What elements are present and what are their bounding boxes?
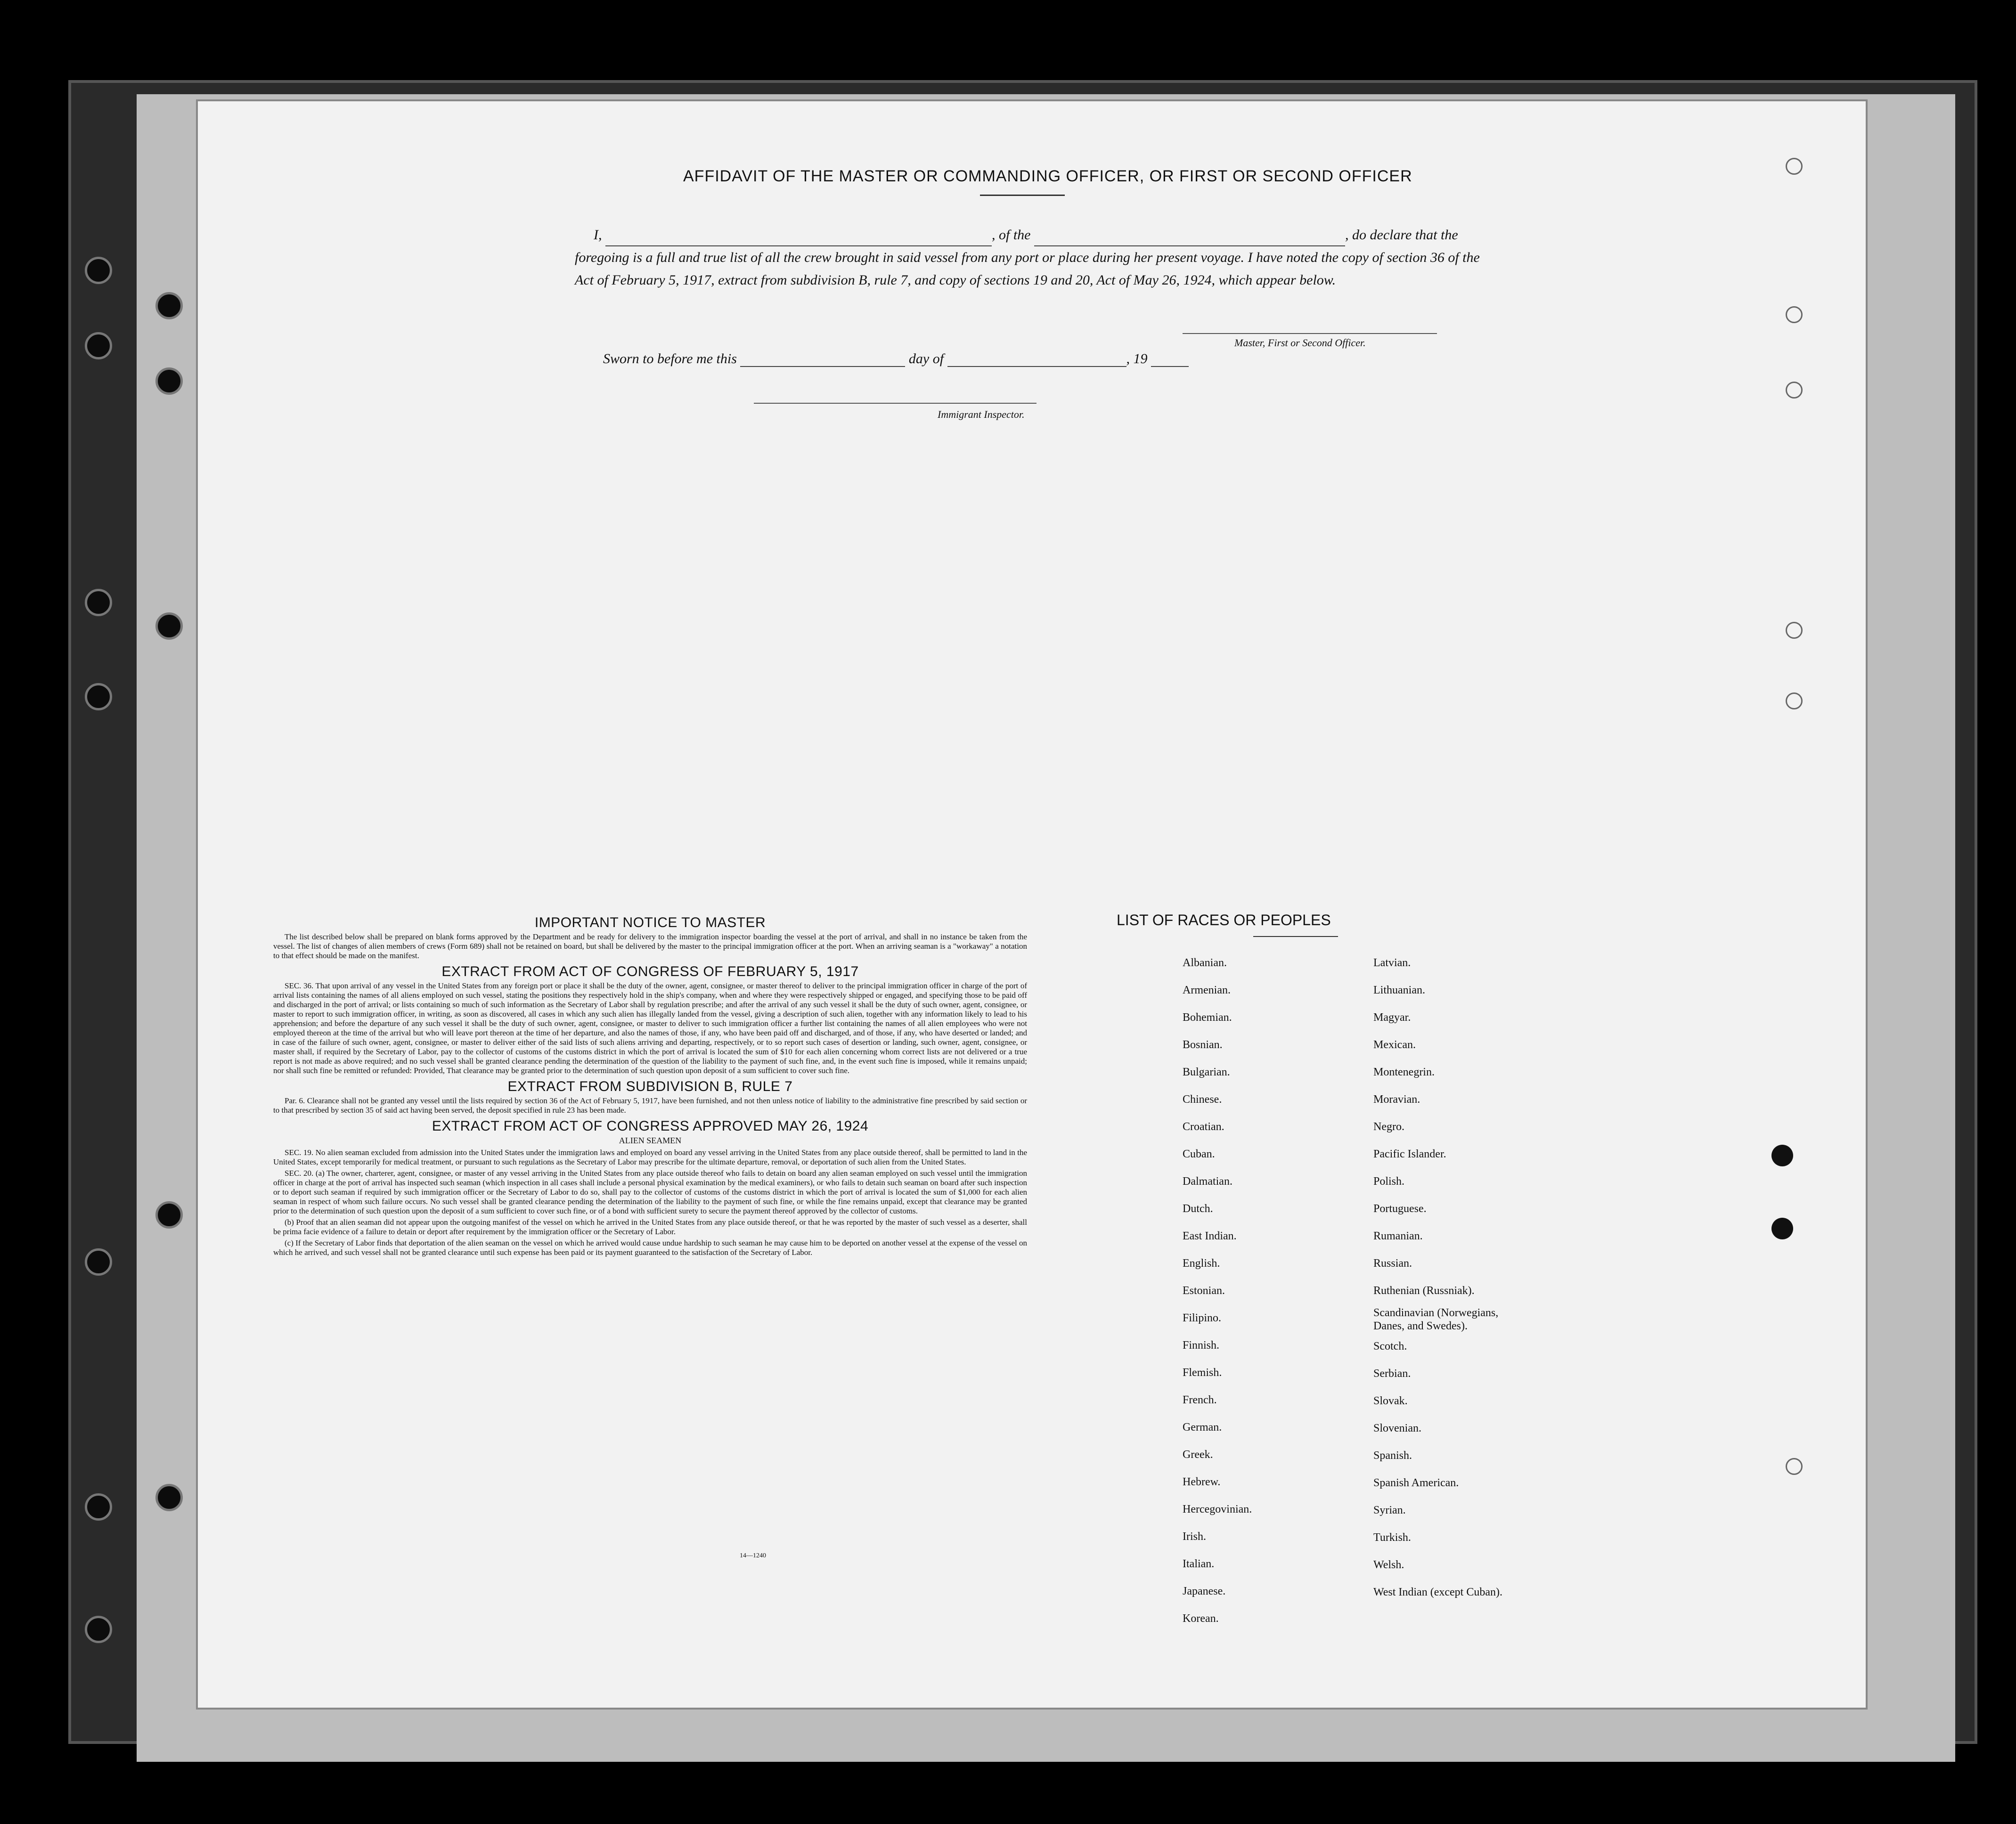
declare-do-declare-label: , do declare [1345, 227, 1412, 243]
margin-ring-icon [1786, 692, 1803, 709]
binder-hole-icon [85, 589, 112, 616]
race-item: Hebrew. [1183, 1476, 1221, 1488]
bleed-through-row [320, 444, 1828, 479]
binder-hole-icon [85, 257, 112, 284]
inspector-signature-field[interactable] [754, 403, 1037, 404]
race-item: Negro. [1373, 1121, 1404, 1133]
race-item: Bulgarian. [1183, 1066, 1230, 1078]
race-item: Ruthenian (Russniak). [1373, 1285, 1475, 1297]
declare-i-label: I, [594, 227, 602, 243]
race-item: Spanish. [1373, 1449, 1412, 1462]
act-1924-sec20a: SEC. 20. (a) The owner, charterer, agent, consignee, or master of any vessel arriving in the United States from any place outside thereof who fails to detain on board any alien seaman employed on such vessel until the immigration officer in charge at the port of arrival has inspected such seaman (which inspection in all cases shall include a personal physical examination by the medical examiners), or who fails to detain such seaman on board after such inspection or to deport such seaman if required by such immigration officer or the Secretary of Labor to do so, shall pay to the collector of customs of the customs district in which the port of arrival is located the sum of $1,000 for each alien seaman in respect of whom such failure occurs. No such vessel shall be granted clearance pending the determination of the liability to the payment of such fine, or while the fine remains unpaid, except that clearance may be granted prior to the determination of such question upon the deposit of a sum sufficient to cover such fine, or of a bond with sufficient surety to secure the payment thereof approved by the collector of customs. [273, 1169, 1027, 1215]
notice-title: IMPORTANT NOTICE TO MASTER [534, 915, 766, 930]
act-1924-sec20b: (b) Proof that an alien seaman did not appear upon the outgoing manifest of the vessel on which he arrived in the United States from any place outside thereof, or that he was reported by the master of such vessel as a deserter, shall be prima facie evidence of a failure to detain or deport after requirement by the immigration officer or the Secretary of Labor. [273, 1218, 1027, 1236]
race-item: Dalmatian. [1183, 1175, 1232, 1188]
race-item: Magyar. [1373, 1011, 1411, 1024]
rule7-title: EXTRACT FROM SUBDIVISION B, RULE 7 [507, 1079, 793, 1094]
binder-hole-icon [85, 1493, 112, 1521]
affidavit-title: AFFIDAVIT OF THE MASTER OR COMMANDING OFFICER, OR FIRST OR SECOND OFFICER [683, 167, 1412, 185]
race-item: Scandinavian (Norwegians, Danes, and Swedes). [1373, 1307, 1499, 1332]
master-signature-field[interactable] [1183, 333, 1437, 334]
legal-notices-column [273, 912, 1027, 1259]
vessel-name-field[interactable] [1034, 245, 1345, 246]
race-item: Lithuanian. [1373, 984, 1425, 996]
race-item: Greek. [1183, 1449, 1213, 1461]
declaration-text: that the foregoing is a full and true list of all the crew brought in said vessel from any port or place during her present voyage. I have noted the copy of section 36 of the Act of February 5, 1917, extract from subdivision B, rule 7, and copy of sections 19 and 20, Act of May 26, 1924, which appear below. [575, 227, 1480, 288]
margin-ring-icon [1786, 306, 1803, 323]
race-item: Croatian. [1183, 1121, 1224, 1133]
race-item: Japanese. [1183, 1585, 1226, 1597]
margin-ring-icon [1786, 622, 1803, 639]
act-1924-title: EXTRACT FROM ACT OF CONGRESS APPROVED MAY 26, 1924 [432, 1118, 869, 1134]
punch-dot-icon [1771, 1145, 1793, 1166]
race-item: Cuban. [1183, 1148, 1215, 1160]
race-item: Polish. [1373, 1175, 1405, 1188]
inspector-label: Immigrant Inspector. [938, 408, 1025, 420]
affidavit-page [198, 101, 1866, 1708]
binder-hole-icon [85, 1616, 112, 1643]
race-item: Syrian. [1373, 1504, 1406, 1516]
race-item: Hercegovinian. [1183, 1503, 1252, 1515]
sworn-day-of: day of [908, 351, 944, 366]
race-item: Dutch. [1183, 1203, 1213, 1215]
act-1917-title: EXTRACT FROM ACT OF CONGRESS OF FEBRUARY 5, 1917 [441, 964, 859, 979]
race-item: Slovak. [1373, 1395, 1408, 1407]
race-item: Italian. [1183, 1558, 1215, 1570]
race-item: Serbian. [1373, 1368, 1411, 1380]
race-item: Montenegrin. [1373, 1066, 1435, 1078]
binder-hole-icon [155, 612, 183, 640]
race-item: Korean. [1183, 1612, 1219, 1625]
race-item: Filipino. [1183, 1312, 1222, 1324]
race-item: Albanian. [1183, 957, 1227, 969]
races-column-1 [1183, 949, 1252, 1632]
sworn-day-field[interactable] [740, 354, 905, 367]
binder-hole-icon [155, 292, 183, 319]
race-item: Rumanian. [1373, 1230, 1423, 1242]
sworn-month-field[interactable] [947, 354, 1126, 367]
race-item: Estonian. [1183, 1285, 1225, 1297]
master-signature-label: Master, First or Second Officer. [1234, 337, 1366, 349]
title-divider [980, 195, 1065, 196]
race-item: Portuguese. [1373, 1203, 1427, 1215]
notice-text: The list described below shall be prepared on blank forms approved by the Department and be ready for delivery to the immigration inspector boarding the vessel at the port of arrival, and shall in no instance be taken from the vessel. The list of changes of alien members of crews (Form 689) shall not be retained on board, but shall be delivered by the master to the principal immigration officer at the port. When an arriving seaman is a "workaway" a notation to that effect should be made on the manifest. [273, 932, 1027, 960]
race-item: Finnish. [1183, 1339, 1220, 1352]
sworn-year-field[interactable] [1151, 354, 1189, 367]
race-item: West Indian (except Cuban). [1373, 1586, 1502, 1598]
races-column-2 [1373, 949, 1529, 1606]
binder-hole-icon [85, 683, 112, 710]
race-item: Scotch. [1373, 1340, 1407, 1352]
race-item: German. [1183, 1421, 1222, 1433]
race-item: Latvian. [1373, 957, 1411, 969]
race-item: French. [1183, 1394, 1217, 1406]
binder-hole-icon [85, 332, 112, 359]
margin-ring-icon [1786, 158, 1803, 175]
margin-ring-icon [1786, 382, 1803, 399]
declarant-name-field[interactable] [605, 245, 992, 246]
punch-dot-icon [1771, 1218, 1793, 1239]
race-item: Flemish. [1183, 1367, 1222, 1379]
declare-of-the-label: , of the [992, 227, 1031, 243]
race-item: Bosnian. [1183, 1039, 1223, 1051]
race-item: English. [1183, 1257, 1220, 1270]
race-item: Pacific Islander. [1373, 1148, 1446, 1160]
rule7-text: Par. 6. Clearance shall not be granted any vessel until the lists required by section 36 of the Act of February 5, 1917, have been furnished, and not then unless notice of liability to the administrative fine prescribed by said section or to that prescribed by section 35 of said act having been served, the deposit specified in rule 23 has been made. [273, 1096, 1027, 1115]
race-item: Turkish. [1373, 1531, 1411, 1544]
race-item: Mexican. [1373, 1039, 1416, 1051]
race-item: Russian. [1373, 1257, 1412, 1270]
act-1924-subtitle: ALIEN SEAMEN [619, 1136, 682, 1145]
sworn-prefix: Sworn to before me this [603, 351, 737, 366]
race-item: Chinese. [1183, 1093, 1222, 1106]
binder-hole-icon [85, 1248, 112, 1276]
race-item: Welsh. [1373, 1559, 1404, 1571]
race-item: Spanish American. [1373, 1477, 1459, 1489]
declaration-block [575, 224, 1498, 292]
act-1917-text: SEC. 36. That upon arrival of any vessel in the United States from any foreign port or place it shall be the duty of the owner, agent, consignee, or master thereof to deliver to the principal immigration officer in charge of the port of arrival lists containing the names of all aliens employed on such vessel, stating the positions they respectively hold in the ship's company, when and where they were respectively shipped or engaged, and specifying those to be paid off and discharged in the port of arrival; or lists containing so much of such information as the Secretary of Labor shall by regulation prescribe; and after the arrival of any such vessel it shall be the duty of such owner, agent, consignee, or master to report to such immigration officer, in writing, as soon as discovered, all cases in which any such alien has illegally landed from the vessel, giving a description of such alien, together with any information likely to lead to his apprehension; and before the departure of any such vessel it shall be the duty of such owner, agent, consignee, or master to deliver to such immigration officer a further list containing the names of all alien employees who were not employed thereon at the time of the arrival but who will leave port thereon at the time of her departure, and also the names of those, if any, who have been paid off and discharged, and of those, if any, who have deserted or landed; and in case of the failure of such owner, agent, consignee, or master to deliver either of the said lists of such aliens arriving and departing, respectively, or to so report such cases of desertion or landing, such owner, agent, consignee, or master shall, if required by the Secretary of Labor, pay to the collector of customs of the customs district in which the port of arrival is located the sum of $10 for each alien concerning whom correct lists are not delivered or a true report is not made as above required; and no such vessel shall be granted clearance pending the determination of the question of the liability to the payment of such fine, and, in the event such fine is imposed, while it remains unpaid; nor shall such fine be remitted or refunded: Provided, That clearance may be granted prior to the determination of such question upon deposit of a sum sufficient to cover such fine. [273, 981, 1027, 1075]
races-divider [1253, 936, 1338, 937]
margin-ring-icon [1786, 1458, 1803, 1475]
race-item: Irish. [1183, 1531, 1206, 1543]
race-item: Bohemian. [1183, 1011, 1232, 1024]
act-1924-sec19: SEC. 19. No alien seaman excluded from admission into the United States under the immigration laws and employed on board any vessel arriving in the United States from any place outside thereof, shall be permitted to land in the United States, except temporarily for medical treatment, or pursuant to such regulations as the Secretary of Labor may prescribe for the ultimate departure, removal, or deportation of such alien from the United States. [273, 1148, 1027, 1166]
binder-hole-icon [155, 1201, 183, 1229]
race-item: East Indian. [1183, 1230, 1237, 1242]
binder-hole-icon [155, 367, 183, 395]
race-item: Slovenian. [1373, 1422, 1421, 1434]
bleed-through-crew-list [320, 444, 1828, 479]
form-code: 14—1240 [740, 1552, 766, 1559]
binder-hole-icon [155, 1484, 183, 1511]
act-1924-sec20c: (c) If the Secretary of Labor finds that deportation of the alien seaman on the vessel on which he arrived would cause undue hardship to such seaman he may cause him to be deported on another vessel at the expense of the vessel on which he arrived, and such vessel shall not be granted clearance until such expense has been paid or its payment guaranteed to the satisfaction of the Secretary of Labor. [273, 1238, 1027, 1257]
race-item: Armenian. [1183, 984, 1231, 996]
sworn-year-label: , 19 [1126, 351, 1148, 366]
race-item: Moravian. [1373, 1093, 1420, 1106]
sworn-line [603, 351, 1189, 367]
races-title: LIST OF RACES OR PEOPLES [1117, 912, 1331, 928]
